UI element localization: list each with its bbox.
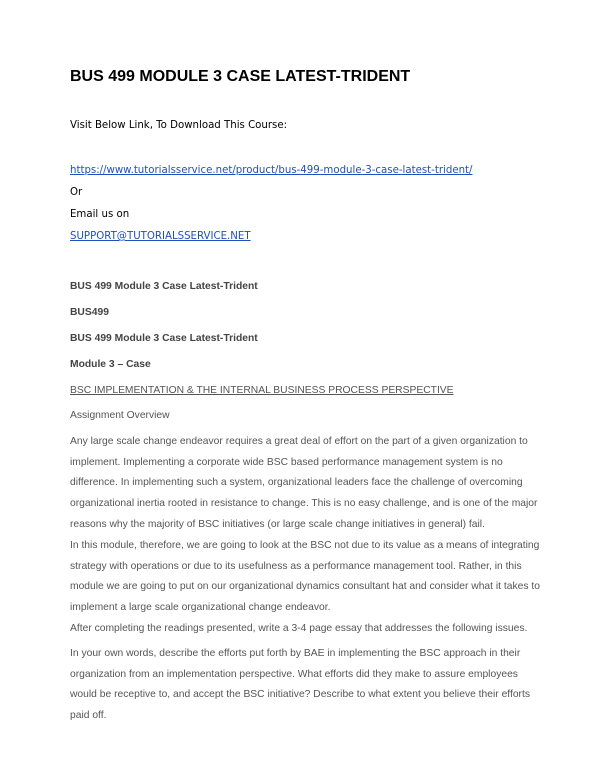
course-code: BUS499 <box>70 307 109 318</box>
course-title-1: BUS 499 Module 3 Case Latest-Trident <box>70 281 258 292</box>
paragraph-1: Any large scale change endeavor requires a great deal of effort on the part of a given organization to implement. Implementing a corporate wide BSC based performance management system is no difference. In implementing such a system, organizational leaders face the challenge of overcoming organizational inertia rooted in resistance to change. This is no easy challenge, and is one of the major reasons why the majority of BSC initiatives (or large scale change initiatives in general) fail. <box>70 436 538 530</box>
section-heading: BSC IMPLEMENTATION & THE INTERNAL BUSINESS PROCESS PERSPECTIVE <box>70 385 454 396</box>
document-title: BUS 499 MODULE 3 CASE LATEST-TRIDENT <box>70 68 411 85</box>
course-title-2: BUS 499 Module 3 Case Latest-Trident <box>70 333 258 344</box>
paragraph-2: In this module, therefore, we are going to look at the BSC not due to its value as a means of integrating strategy with operations or due to its usefulness as a performance management tool. Rather, in this module we are going to put on our organizational dynamics consultant hat and consider what it takes to implement a large scale organizational change endeavor. <box>70 540 540 614</box>
email-label: Email us on <box>70 209 130 220</box>
paragraph-4: In your own words, describe the efforts put forth by BAE in implementing the BSC approach in their organization from an implementation perspective. What efforts did they make to assure employees would be receptive to, and accept the BSC initiative? Describe to what extent you believe their efforts paid off. <box>70 648 530 722</box>
course-link[interactable]: https://www.tutorialsservice.net/product/bus-499-module-3-case-latest-trident/ <box>70 165 473 176</box>
support-email-link[interactable]: SUPPORT@TUTORIALSSERVICE.NET <box>70 231 251 242</box>
download-intro: Visit Below Link, To Download This Course: <box>70 120 288 131</box>
or-text: Or <box>70 187 83 198</box>
assignment-overview-label: Assignment Overview <box>70 410 170 421</box>
module-label: Module 3 – Case <box>70 359 151 370</box>
paragraph-3: After completing the readings presented, write a 3-4 page essay that addresses the following issues. <box>70 623 528 634</box>
